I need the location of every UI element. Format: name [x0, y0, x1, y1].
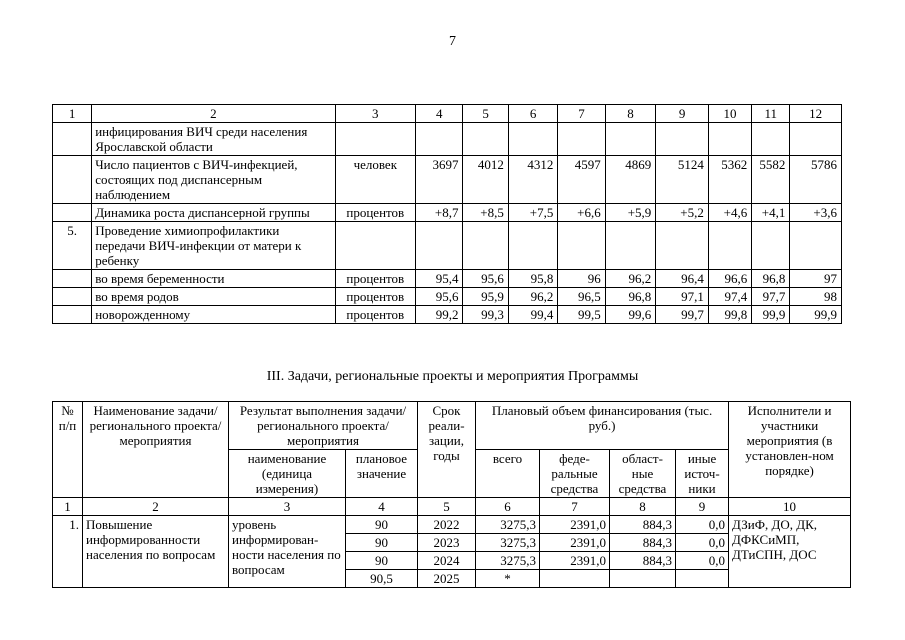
indicator-value: 95,9 — [463, 288, 508, 306]
indicator-value — [790, 222, 842, 270]
indicator-value: 99,5 — [558, 306, 605, 324]
indicator-value: 96,2 — [508, 288, 558, 306]
finance-regional — [610, 570, 676, 588]
finance-regional: 884,3 — [610, 552, 676, 570]
column-number: 8 — [610, 498, 676, 516]
finance-total: 3275,3 — [476, 552, 540, 570]
indicator-value: 99,6 — [605, 306, 656, 324]
header-federal: феде-ральные средства — [540, 450, 610, 498]
finance-federal: 2391,0 — [540, 516, 610, 534]
section-title: III. Задачи, региональные проекты и мероприятия Программы — [266, 369, 639, 384]
header-result: Результат выполнения задачи/ регионального проекта/ мероприятия — [229, 402, 418, 450]
indicator-value: 96,8 — [752, 270, 790, 288]
indicator-value — [558, 123, 605, 156]
table1-header-cell: 8 — [605, 105, 656, 123]
indicator-value: 96,8 — [605, 288, 656, 306]
unit — [335, 222, 415, 270]
unit — [335, 123, 415, 156]
plan-value: 90 — [346, 534, 418, 552]
indicators-table — [52, 104, 842, 324]
header-num: № п/п — [53, 402, 83, 498]
table1-header-cell: 4 — [416, 105, 463, 123]
indicator-value: +6,6 — [558, 204, 605, 222]
column-number: 3 — [229, 498, 346, 516]
indicator-value: 3697 — [416, 156, 463, 204]
indicator-value: 95,6 — [416, 288, 463, 306]
table1-header-cell: 2 — [92, 105, 335, 123]
column-number: 2 — [83, 498, 229, 516]
table1-row — [53, 204, 842, 222]
indicator-value: 96,5 — [558, 288, 605, 306]
indicator-value — [558, 222, 605, 270]
indicator-value: 4012 — [463, 156, 508, 204]
header-executors: Исполнители и участники мероприятия (в установлен-ном порядке) — [729, 402, 851, 498]
column-number: 7 — [540, 498, 610, 516]
indicator-value: 99,4 — [508, 306, 558, 324]
indicator-value: 96 — [558, 270, 605, 288]
indicator-value — [656, 123, 709, 156]
page-number: 7 — [449, 34, 456, 49]
table1-header-cell: 9 — [656, 105, 709, 123]
column-number: 6 — [476, 498, 540, 516]
indicator-value: 5362 — [708, 156, 751, 204]
indicator-value — [605, 123, 656, 156]
header-total: всего — [476, 450, 540, 498]
finance-federal: 2391,0 — [540, 552, 610, 570]
year: 2022 — [418, 516, 476, 534]
indicator-name: новорожденному — [92, 306, 335, 324]
indicator-value: 96,2 — [605, 270, 656, 288]
column-number: 9 — [676, 498, 729, 516]
table1-row — [53, 288, 842, 306]
row-number — [53, 306, 92, 324]
finance-total: 3275,3 — [476, 534, 540, 552]
indicator-value: 4597 — [558, 156, 605, 204]
indicator-value: +4,1 — [752, 204, 790, 222]
finance-other: 0,0 — [676, 552, 729, 570]
indicator-value: +8,5 — [463, 204, 508, 222]
year: 2025 — [418, 570, 476, 588]
indicator-value — [416, 123, 463, 156]
table1-header-cell: 7 — [558, 105, 605, 123]
header-result-plan: плановое значение — [346, 450, 418, 498]
task-number: 1. — [53, 516, 83, 588]
table1-header-cell: 6 — [508, 105, 558, 123]
header-finance: Плановый объем финансирования (тыс. руб.) — [476, 402, 729, 450]
finance-total: 3275,3 — [476, 516, 540, 534]
table2-column-numbers — [53, 498, 851, 516]
row-number: 5. — [53, 222, 92, 270]
indicator-value — [508, 123, 558, 156]
indicator-value: 99,9 — [752, 306, 790, 324]
finance-regional: 884,3 — [610, 516, 676, 534]
column-number: 10 — [729, 498, 851, 516]
indicator-value: +5,9 — [605, 204, 656, 222]
indicator-value: 95,6 — [463, 270, 508, 288]
indicator-value: +3,6 — [790, 204, 842, 222]
table1-header-cell: 11 — [752, 105, 790, 123]
indicator-value: 98 — [790, 288, 842, 306]
indicator-name: во время беременности — [92, 270, 335, 288]
table1-row — [53, 306, 842, 324]
indicator-value — [463, 222, 508, 270]
table1-header-cell: 10 — [708, 105, 751, 123]
table1-row — [53, 270, 842, 288]
indicator-value: +8,7 — [416, 204, 463, 222]
header-regional: област-ные средства — [610, 450, 676, 498]
column-number: 4 — [346, 498, 418, 516]
row-number — [53, 156, 92, 204]
table1-header-cell: 5 — [463, 105, 508, 123]
plan-value: 90 — [346, 516, 418, 534]
indicator-name: Динамика роста диспансерной группы — [92, 204, 335, 222]
indicator-value: +4,6 — [708, 204, 751, 222]
indicator-value: 99,3 — [463, 306, 508, 324]
indicator-value: 97,4 — [708, 288, 751, 306]
indicator-name: во время родов — [92, 288, 335, 306]
indicator-value: 5786 — [790, 156, 842, 204]
table1-row — [53, 156, 842, 204]
finance-other: 0,0 — [676, 534, 729, 552]
indicator-value: 99,9 — [790, 306, 842, 324]
header-other: иные источ-ники — [676, 450, 729, 498]
finance-regional: 884,3 — [610, 534, 676, 552]
indicator-value — [752, 123, 790, 156]
indicator-value — [790, 123, 842, 156]
indicator-value: 97,1 — [656, 288, 709, 306]
table2-header-row — [53, 402, 851, 450]
row-number — [53, 288, 92, 306]
column-number: 5 — [418, 498, 476, 516]
indicator-value: 99,8 — [708, 306, 751, 324]
finance-federal: 2391,0 — [540, 534, 610, 552]
table1-header-row — [53, 105, 842, 123]
indicator-name: Число пациентов с ВИЧ-инфекцией, состоящих под диспансерным наблюдением — [92, 156, 335, 204]
indicator-value — [708, 222, 751, 270]
indicator-value — [708, 123, 751, 156]
indicator-name: инфицирования ВИЧ среди населения Ярославской области — [92, 123, 335, 156]
result-name: уровень информирован-ности населения по вопросам — [229, 516, 346, 588]
table1-header-cell: 3 — [335, 105, 415, 123]
indicator-value — [463, 123, 508, 156]
indicator-value: 99,2 — [416, 306, 463, 324]
indicator-value — [605, 222, 656, 270]
finance-federal — [540, 570, 610, 588]
row-number — [53, 270, 92, 288]
plan-value: 90 — [346, 552, 418, 570]
unit: процентов — [335, 288, 415, 306]
unit: процентов — [335, 306, 415, 324]
unit: процентов — [335, 204, 415, 222]
task-name: Повышение информированности населения по вопросам — [83, 516, 229, 588]
indicator-value: 99,7 — [656, 306, 709, 324]
finance-other — [676, 570, 729, 588]
indicator-value: +7,5 — [508, 204, 558, 222]
header-task-name: Наименование задачи/ регионального проекта/ мероприятия — [83, 402, 229, 498]
header-term: Срок реали-зации, годы — [418, 402, 476, 498]
indicator-value — [508, 222, 558, 270]
indicator-value: 95,4 — [416, 270, 463, 288]
table1-body — [53, 123, 842, 324]
indicator-value: 96,6 — [708, 270, 751, 288]
indicator-value: 97,7 — [752, 288, 790, 306]
table1-header-cell: 12 — [790, 105, 842, 123]
row-number — [53, 204, 92, 222]
header-result-name: наименование (единица измерения) — [229, 450, 346, 498]
unit: человек — [335, 156, 415, 204]
row-number — [53, 123, 92, 156]
indicator-value — [656, 222, 709, 270]
indicator-name: Проведение химиопрофилактики передачи ВИЧ-инфекции от матери к ребенку — [92, 222, 335, 270]
indicator-value — [752, 222, 790, 270]
executors: ДЗиФ, ДО, ДК, ДФКСиМП, ДТиСПН, ДОС — [729, 516, 851, 588]
indicator-value: 4312 — [508, 156, 558, 204]
table1-row — [53, 123, 842, 156]
indicator-value: 4869 — [605, 156, 656, 204]
finance-other: 0,0 — [676, 516, 729, 534]
indicator-value: 5582 — [752, 156, 790, 204]
indicator-value — [416, 222, 463, 270]
table1-header-cell: 1 — [53, 105, 92, 123]
indicator-value: 95,8 — [508, 270, 558, 288]
indicator-value: +5,2 — [656, 204, 709, 222]
indicator-value: 5124 — [656, 156, 709, 204]
indicator-value: 96,4 — [656, 270, 709, 288]
column-number: 1 — [53, 498, 83, 516]
tasks-table — [52, 401, 851, 588]
table2-data-row — [53, 516, 851, 534]
unit: процентов — [335, 270, 415, 288]
plan-value: 90,5 — [346, 570, 418, 588]
table1-row — [53, 222, 842, 270]
finance-total: * — [476, 570, 540, 588]
indicator-value: 97 — [790, 270, 842, 288]
year: 2023 — [418, 534, 476, 552]
year: 2024 — [418, 552, 476, 570]
